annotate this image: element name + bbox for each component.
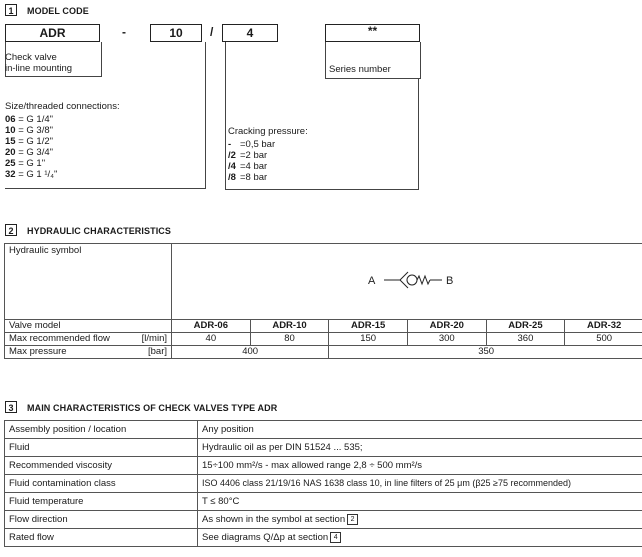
table-row: Max recommended flow [l/min] 40 80 150 300 360 500: [5, 333, 642, 346]
code-box-size: 10: [150, 24, 202, 42]
section-title-model-code: MODEL CODE: [27, 6, 89, 16]
list-item: 25 = G 1": [5, 158, 46, 169]
sizes-title: Size/threaded connections:: [5, 101, 120, 112]
characteristics-table: [4, 420, 642, 547]
section-ref-badge: 4: [330, 532, 341, 543]
list-item: 06 = G 1/4": [5, 114, 54, 125]
table-row: Fluid contamination class ISO 4406 class 21/19/16 NAS 1638 class 10, in line filters of 25 μm (β25 ≥75 recommended): [5, 475, 642, 493]
svg-text:B: B: [446, 275, 454, 287]
code-separator-dash: -: [122, 25, 126, 39]
svg-text:A: A: [368, 275, 376, 287]
cracking-list: [228, 139, 275, 183]
bracket-line: [420, 42, 421, 79]
table-row: Valve model ADR-06 ADR-10 ADR-15 ADR-20 ADR-25 ADR-32: [5, 320, 642, 333]
section-number-2: 2: [5, 224, 17, 236]
hydraulic-symbol-cell: [172, 244, 642, 320]
code-box-pressure: 4: [222, 24, 278, 42]
series-description: Series number: [329, 64, 391, 75]
bracket-line-pressure: [418, 78, 419, 190]
list-item: 20 = G 3/4": [5, 147, 54, 158]
model-description: Check valve in-line mounting: [5, 52, 73, 74]
code-box-series: **: [325, 24, 420, 42]
table-row: Recommended viscosity 15÷100 mm²/s - max allowed range 2,8 ÷ 500 mm²/s: [5, 457, 642, 475]
bracket-line: [325, 78, 420, 79]
table-row: Flow direction As shown in the symbol at section 2: [5, 511, 642, 529]
bracket-line-pressure: [225, 42, 226, 189]
code-separator-slash: /: [210, 25, 214, 39]
hydraulic-table: [4, 243, 642, 359]
section-number-3: 3: [5, 401, 17, 413]
bracket-line: [5, 76, 102, 77]
code-box-model: ADR: [5, 24, 100, 42]
bracket-line-size: [205, 42, 206, 188]
section-ref-badge: 2: [347, 514, 358, 525]
sizes-list: [5, 114, 57, 180]
table-row: Assembly position / location Any position: [5, 421, 642, 439]
table-row: Fluid Hydraulic oil as per DIN 51524 ... 535;: [5, 439, 642, 457]
section-title-main-characteristics: MAIN CHARACTERISTICS OF CHECK VALVES TYPE ADR: [27, 403, 278, 413]
table-row: Max pressure [bar] 400 350: [5, 346, 642, 359]
table-row: Rated flow See diagrams Q/Δp at section 4: [5, 529, 642, 547]
check-valve-symbol-icon: [362, 269, 482, 293]
section-number-1: 1: [5, 4, 17, 16]
list-item: /8 =8 bar: [228, 172, 268, 183]
list-item: 32 = G 1 ¹/₄": [5, 169, 58, 180]
bracket-line-size: [5, 188, 206, 189]
list-item: /4 =4 bar: [228, 161, 268, 172]
hydraulic-symbol-label: Hydraulic symbol: [5, 244, 172, 320]
section-title-hydraulic: HYDRAULIC CHARACTERISTICS: [27, 226, 171, 236]
list-item: /2 =2 bar: [228, 150, 268, 161]
bracket-line: [325, 42, 326, 78]
list-item: - =0,5 bar: [228, 139, 276, 150]
list-item: 10 = G 3/8": [5, 125, 54, 136]
cracking-title: Cracking pressure:: [228, 126, 308, 137]
bracket-line: [101, 42, 102, 77]
table-row: Fluid temperature T ≤ 80°C: [5, 493, 642, 511]
bracket-line-pressure: [225, 189, 418, 190]
list-item: 15 = G 1/2": [5, 136, 54, 147]
